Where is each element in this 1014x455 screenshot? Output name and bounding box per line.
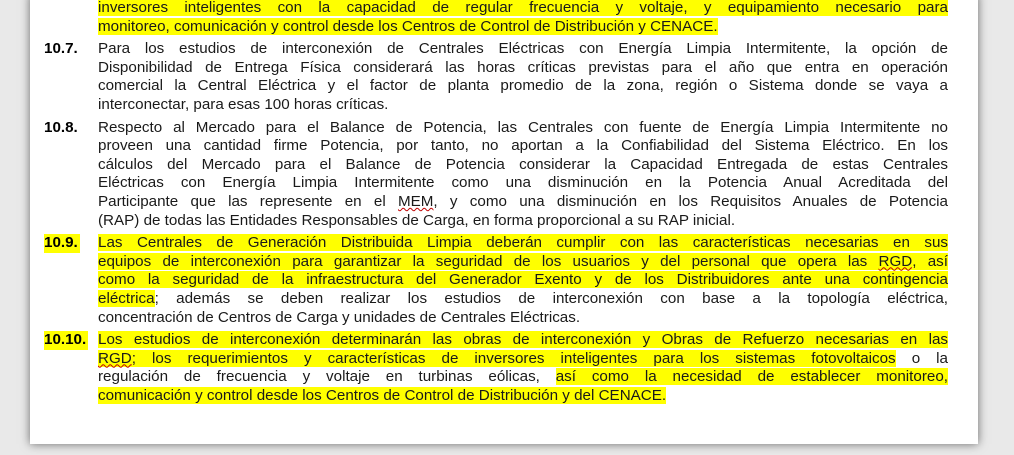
text-line xyxy=(98,156,948,175)
text-line xyxy=(98,174,948,193)
text-line xyxy=(98,331,948,350)
body-text: Eléctricas con Energía Limpia Intermitente como una disminución en la Potencia Anual Acreditada del xyxy=(98,174,948,192)
highlighted-text: Las Centrales de Generación Distribuida Limpia deberán cumplir con las características necesarias en sus xyxy=(98,234,948,252)
paragraph-10-9 xyxy=(44,234,948,327)
text-line xyxy=(98,253,948,272)
highlighted-text: así como la necesidad de establecer monitoreo, xyxy=(555,368,948,386)
paragraph-10-10 xyxy=(44,331,948,405)
text-line xyxy=(98,309,948,328)
text-line xyxy=(98,290,948,309)
highlighted-text: ; los requerimientos y características de inversores inteligentes para los sistemas fotovoltaicos xyxy=(131,349,896,367)
body-text: Disponibilidad de Entrega Física considerará las horas críticas previstas para el año que entra en operación xyxy=(98,58,948,76)
body-text: Para los estudios de interconexión de Centrales Eléctricas con Energía Limpia Intermitente, la opción de xyxy=(98,40,948,58)
spellcheck-flagged-word: RGD xyxy=(98,349,132,367)
body-text: comercial la Central Eléctrica y el factor de planta promedio de la zona, región o Sistema donde se vaya a xyxy=(98,77,948,95)
paragraph-number: 10.8. xyxy=(44,118,78,136)
paragraph-number: 10.10. xyxy=(44,331,87,349)
text-line xyxy=(98,234,948,253)
text-line xyxy=(98,387,948,406)
body-text: interconectar, para esas 100 horas críticas. xyxy=(98,95,389,113)
spellcheck-flagged-word: MEM xyxy=(397,192,434,210)
highlighted-text: inversores inteligentes con la capacidad de regular frecuencia y voltaje, y equipamiento necesario para xyxy=(98,0,948,16)
text-line xyxy=(98,271,948,290)
paragraph-number: 10.7. xyxy=(44,40,78,58)
text-line xyxy=(98,368,948,387)
body-text: (RAP) de todas las Entidades Responsables de Carga, en forma proporcional a su RAP inicial. xyxy=(98,211,736,229)
body-text: Participante que las represente en el xyxy=(98,192,398,210)
body-text: , y como una disminución en los Requisitos Anuales de Potencia xyxy=(433,192,948,210)
paragraph-continuation xyxy=(44,0,948,36)
paragraph-10-7 xyxy=(44,40,948,114)
highlighted-text: Los estudios de interconexión determinarán las obras de interconexión y Obras de Refuerzo necesarias en las xyxy=(98,331,948,349)
text-line xyxy=(98,40,948,59)
body-text: concentración de Centros de Carga y unidades de Centrales Eléctricas. xyxy=(98,308,581,326)
body-text: Respecto al Mercado para el Balance de Potencia, las Centrales con fuente de Energía Limpia Intermitente no xyxy=(98,118,948,136)
document-page xyxy=(30,0,978,444)
text-line xyxy=(98,119,948,138)
body-text: regulación de frecuencia y voltaje en turbinas eólicas, xyxy=(98,368,556,386)
highlighted-text: monitoreo, comunicación y control desde los Centros de Control de Distribución y CENACE. xyxy=(98,17,718,35)
body-text: proveen una cantidad firme Potencia, por tanto, no aportan a la Confiabilidad del Sistema Eléctrico. En los xyxy=(98,137,948,155)
text-line xyxy=(98,212,948,231)
document-body xyxy=(44,0,948,409)
text-line xyxy=(98,137,948,156)
highlighted-text: equipos de interconexión para garantizar la seguridad de los usuarios y del personal que opera las xyxy=(98,252,879,270)
paragraph-number: 10.9. xyxy=(44,234,78,252)
text-line xyxy=(98,77,948,96)
text-line xyxy=(98,59,948,78)
body-text: cálculos del Mercado para el Balance de Potencia considerar la Capacidad Entregada de estas Centrales xyxy=(98,155,948,173)
text-line xyxy=(98,18,948,37)
text-line xyxy=(98,350,948,369)
highlighted-text: comunicación y control desde los Centros de Control de Distribución y del CENACE. xyxy=(98,386,667,404)
text-line xyxy=(98,0,948,18)
body-text: ; además se deben realizar los estudios de interconexión con base a la topología eléctrica, xyxy=(154,289,948,307)
text-line xyxy=(98,193,948,212)
text-line xyxy=(98,96,948,115)
highlighted-text: , así xyxy=(912,252,948,270)
body-text: o la xyxy=(895,349,948,367)
highlighted-text: eléctrica xyxy=(98,289,155,307)
highlighted-text: como la seguridad de la infraestructura del Generador Exento y de los Distribuidores ante una contingencia xyxy=(98,271,948,289)
spellcheck-flagged-word: RGD xyxy=(878,252,913,270)
paragraph-10-8 xyxy=(44,119,948,231)
